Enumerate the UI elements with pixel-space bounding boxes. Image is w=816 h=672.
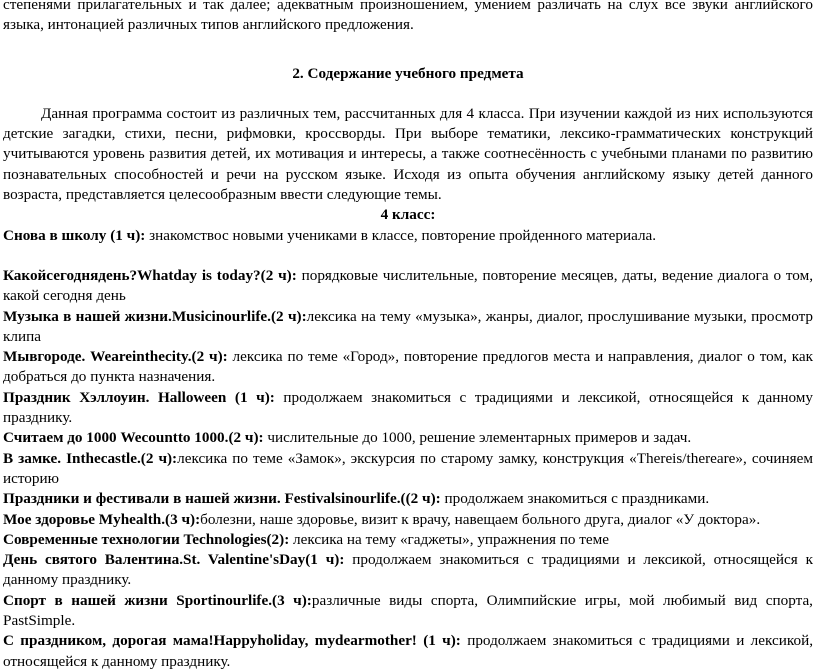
topic-text: различные виды спорта, Олимпийские игры, мой любимый вид спорта, PastSimple. [3, 591, 813, 630]
topic-text: лексика на тему «гаджеты», упражнения по теме [289, 530, 610, 548]
topic-text: продолжаем знакомиться с традициями и лексикой, относящейся к данному празднику. [3, 551, 813, 589]
topic-item [3, 226, 813, 246]
topic-item [3, 388, 813, 429]
topic-title: Праздники и фестивали в нашей жизни. Festivalsinourlife.((2 ч): [3, 490, 441, 508]
topic-text: болезни, наше здоровье, визит к врачу, навещаем больного друга, диалог «У доктора». [200, 510, 761, 528]
topic-text: числительные до 1000, решение элементарных примеров и задач. [263, 429, 692, 447]
topic-title: Снова в школу (1 ч): [3, 226, 146, 244]
topic-item [3, 530, 813, 550]
topic-title: Какойсегоднядень?Whatday is today?(2 ч): [3, 266, 297, 284]
topic-text: лексика на тему «музыка», жанры, диалог, прослушивание музыки, просмотр клипа [3, 307, 814, 345]
topic-item [3, 428, 813, 448]
topic-text: знакомствос новыми учениками в классе, повторение пройденного материала. [145, 226, 657, 244]
topic-title: Мывгороде. Weareinthecity.(2 ч): [3, 348, 228, 366]
topic-text: лексика по теме «Замок», экскурсия по старому замку, конструкция «Thereis/thereare», сочиняем историю [3, 449, 814, 487]
topic-item [3, 347, 813, 388]
topic-text: лексика по теме «Город», повторение предлогов места и направления, диалог о том, как добраться до пункта назначения. [3, 348, 813, 386]
topic-title: Современные технологии Technologies(2): [3, 530, 290, 548]
topic-title: Мое здоровье Myhealth.(3 ч): [3, 510, 201, 528]
topic-title: День святого Валентина.St. Valentine'sDay(1 ч): [3, 551, 345, 569]
topic-title: Считаем до 1000 Wecountto 1000.(2 ч): [3, 429, 264, 447]
intro-paragraph-tail: степенями прилагательных и так далее; адекватным произношением, умением различать на слух все звуки английского языка, интонацией различных типов английского предложения. [3, 0, 813, 34]
topic-item [3, 307, 813, 348]
topic-title: В замке. Inthecastle.(2 ч): [3, 449, 178, 467]
topic-text: продолжаем знакомиться с традициями и лексикой, относящейся к данному празднику. [3, 632, 813, 670]
topic-item [3, 449, 813, 490]
topic-item [3, 266, 813, 307]
section-paragraph: Данная программа состоит из различных тем, рассчитанных для 4 класса. При изучении каждой из них используются детские загадки, стихи, песни, рифмовки, кроссворды. При выборе тематики, лексико-грамматических конструкций учитываются уровень развития детей, их мотивация и интересы, а также соотнесённость с учебными планами по развитию познавательных способностей и речи на русском языке. Исходя из опыта обучения английскому языку детей данного возраста, представляется целесообразным ввести следующие темы. [3, 104, 813, 204]
topic-item [3, 510, 813, 530]
topic-title: Музыка в нашей жизни.Musicinourlife.(2 ч): [3, 307, 307, 325]
topic-title: Спорт в нашей жизни Sportinourlife.(3 ч): [3, 591, 312, 609]
grade-heading: 4 класс: [380, 206, 436, 224]
topic-item [3, 631, 813, 672]
section-title: 2. Содержание учебного предмета [292, 64, 524, 82]
topic-text: продолжаем знакомиться с праздниками. [440, 490, 710, 508]
topic-item [3, 489, 813, 509]
topic-item [3, 591, 813, 632]
topic-title: С праздником, дорогая мама!Happyholiday, mydearmother! (1 ч): [3, 632, 461, 650]
topic-text: продолжаем знакомиться с традициями и лексикой, относящейся к данному празднику. [3, 388, 813, 427]
topic-title: Праздник Хэллоуин. Halloween (1 ч): [3, 388, 275, 406]
topic-item [3, 550, 813, 591]
topic-text: порядковые числительные, повторение месяцев, даты, ведение диалога о том, какой сегодня день [3, 266, 813, 305]
